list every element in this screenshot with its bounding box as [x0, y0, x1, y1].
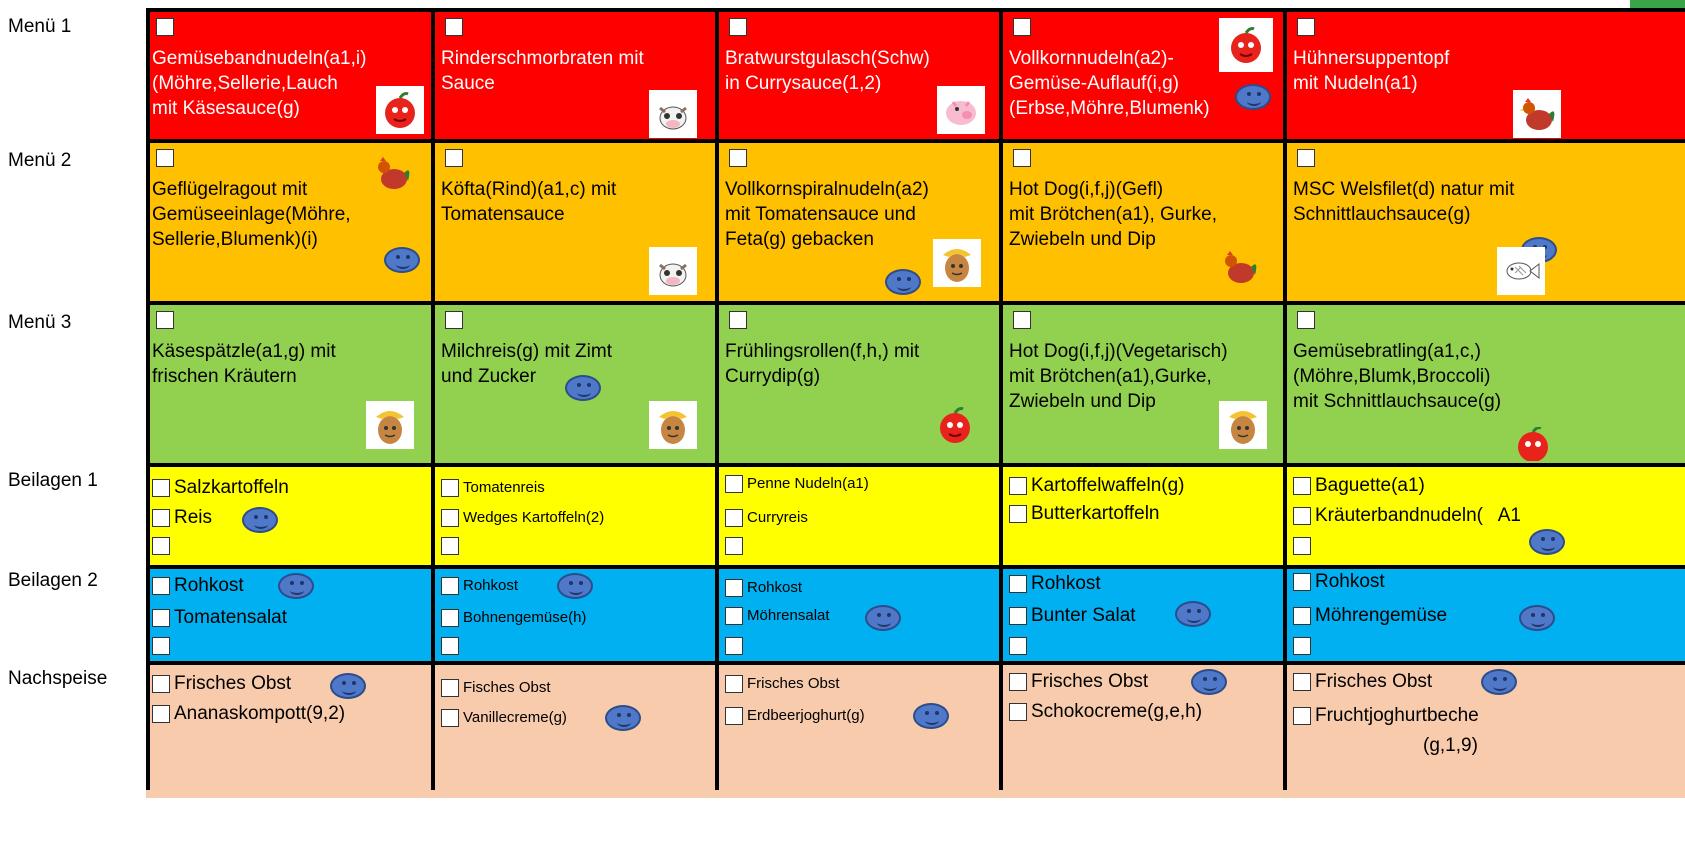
meal-text: Rinderschmorbraten mit Sauce [441, 48, 644, 94]
nachspeise-cell-5 [1287, 665, 1577, 798]
beilagen2-row [146, 569, 1685, 665]
smiley-icon [384, 247, 420, 273]
side-label: Frisches Obst [1031, 671, 1149, 692]
select-checkbox[interactable] [441, 479, 459, 497]
smiley-icon [1481, 669, 1517, 695]
side-label: Baguette(a1) [1315, 475, 1425, 496]
grid-line [1283, 8, 1287, 790]
side-label: Tomatensalat [174, 607, 288, 628]
beilagen1-row [146, 467, 1685, 569]
side-option[interactable] [1293, 537, 1315, 555]
side-label: Penne Nudeln(a1) [747, 475, 869, 492]
apple-icon [931, 401, 979, 449]
side-label: Vanillecreme(g) [463, 709, 567, 726]
select-checkbox[interactable] [1297, 18, 1315, 36]
select-checkbox[interactable] [725, 607, 743, 625]
side-option[interactable] [441, 507, 604, 529]
select-checkbox[interactable] [152, 705, 170, 723]
side-option[interactable] [441, 575, 518, 597]
side-label: Salzkartoffeln [174, 477, 289, 498]
select-checkbox[interactable] [1013, 311, 1031, 329]
select-checkbox[interactable] [1009, 637, 1027, 655]
side-label: Frisches Obst [1315, 671, 1433, 692]
select-checkbox[interactable] [152, 479, 170, 497]
select-checkbox[interactable] [441, 577, 459, 595]
grid-line [431, 8, 435, 790]
side-label: Bunter Salat [1031, 605, 1136, 626]
select-checkbox[interactable] [441, 509, 459, 527]
select-checkbox[interactable] [1293, 507, 1311, 525]
side-label: Frisches Obst [174, 673, 292, 694]
side-label: Kräuterbandnudeln( A1 [1315, 505, 1521, 526]
select-checkbox[interactable] [1009, 703, 1027, 721]
smiley-icon [330, 673, 366, 699]
menu2-cell-5 [1287, 143, 1577, 301]
menu3-cell-4 [1003, 305, 1283, 463]
select-checkbox[interactable] [725, 707, 743, 725]
meal-text: Gemüsebratling(a1,c,) (Möhre,Blumk,Broccoli) mit Schnittlauchsauce(g) [1293, 341, 1502, 412]
menu1-cell-4 [1003, 12, 1283, 139]
select-checkbox[interactable] [1293, 707, 1311, 725]
side-label: Fisches Obst [463, 679, 551, 696]
select-checkbox[interactable] [1293, 537, 1311, 555]
select-checkbox[interactable] [1009, 505, 1027, 523]
select-checkbox[interactable] [441, 679, 459, 697]
nachspeise-row [146, 665, 1685, 798]
nachspeise-cell-2 [435, 665, 715, 798]
side-option[interactable] [1009, 701, 1202, 723]
select-checkbox[interactable] [729, 18, 747, 36]
corner-accent [1630, 0, 1685, 8]
side-option[interactable] [725, 507, 808, 529]
side-option[interactable] [1293, 475, 1425, 497]
side-label: Frisches Obst [747, 675, 840, 692]
select-checkbox[interactable] [725, 637, 743, 655]
menu1-cell-5 [1287, 12, 1577, 139]
select-checkbox[interactable] [1293, 477, 1311, 495]
select-checkbox[interactable] [445, 149, 463, 167]
grid-line [999, 8, 1003, 790]
select-checkbox[interactable] [1013, 149, 1031, 167]
side-option[interactable] [1293, 671, 1432, 693]
meal-text: Köfta(Rind)(a1,c) mit Tomatensauce [441, 179, 617, 225]
cow-icon [649, 90, 697, 138]
smiley-icon [605, 705, 641, 731]
select-checkbox[interactable] [152, 509, 170, 527]
nachspeise-cell-4 [1003, 665, 1283, 798]
smiley-icon [1529, 529, 1565, 555]
menu-grid [146, 8, 1685, 790]
beilagen2-cell-1 [146, 569, 431, 661]
pig-icon [937, 86, 985, 134]
beilagen2-cell-2 [435, 569, 715, 661]
side-option[interactable] [152, 607, 287, 629]
meal-text: Vollkornspiralnudeln(a2) mit Tomatensauce und Feta(g) gebacken [725, 179, 929, 250]
select-checkbox[interactable] [152, 537, 170, 555]
grid-line [146, 8, 150, 790]
beilagen2-cell-3 [719, 569, 999, 661]
meal-text: Vollkornnudeln(a2)- Gemüse-Auflauf(i,g) (Erbse,Möhre,Blumenk) [1009, 48, 1210, 119]
menu2-cell-2 [435, 143, 715, 301]
rooster-icon [1215, 243, 1263, 291]
side-option[interactable] [441, 707, 567, 729]
side-label: Bohnengemüse(h) [463, 609, 587, 626]
row-label-menu3: Menü 3 [8, 312, 72, 333]
select-checkbox[interactable] [1293, 573, 1311, 591]
menu3-cell-3 [719, 305, 999, 463]
menu2-cell-1 [146, 143, 431, 301]
select-checkbox[interactable] [1297, 149, 1315, 167]
select-checkbox[interactable] [725, 579, 743, 597]
rooster-icon [1513, 90, 1561, 138]
select-checkbox[interactable] [445, 311, 463, 329]
select-checkbox[interactable] [1293, 607, 1311, 625]
row-label-beilagen1: Beilagen 1 [8, 470, 98, 491]
side-label: Erdbeerjoghurt(g) [747, 707, 865, 724]
side-option[interactable] [1293, 605, 1447, 627]
side-label: Tomatenreis [463, 479, 545, 496]
meal-text: Hot Dog(i,f,j)(Gefl) mit Brötchen(a1), Gurke, Zwiebeln und Dip [1009, 179, 1218, 250]
side-option[interactable] [1293, 705, 1479, 727]
smiley-icon [913, 703, 949, 729]
row-label-nachspeise: Nachspeise [8, 668, 108, 689]
beilagen1-cell-5 [1287, 467, 1577, 565]
meal-text: Geflügelragout mit Gemüseeinlage(Möhre, Sellerie,Blumenk)(i) [152, 179, 351, 250]
potato-icon [1219, 401, 1267, 449]
side-option[interactable] [152, 575, 244, 597]
select-checkbox[interactable] [1009, 477, 1027, 495]
select-checkbox[interactable] [152, 609, 170, 627]
side-label: Möhrensalat [747, 607, 830, 624]
side-option[interactable] [441, 677, 551, 699]
menu1-cell-1 [146, 12, 431, 139]
side-option[interactable] [441, 607, 586, 629]
smiley-icon [242, 507, 278, 533]
side-label: Kartoffelwaffeln(g) [1031, 475, 1185, 496]
apple-icon [1219, 18, 1273, 72]
select-checkbox[interactable] [1009, 673, 1027, 691]
select-checkbox[interactable] [725, 537, 743, 555]
side-note: (g,1,9) [1423, 735, 1478, 756]
side-label: Rohkost [1315, 571, 1385, 592]
side-option[interactable] [1009, 475, 1185, 497]
select-checkbox[interactable] [156, 18, 174, 36]
side-option[interactable] [1009, 503, 1160, 525]
side-option[interactable] [1009, 605, 1136, 627]
row-label-beilagen2: Beilagen 2 [8, 570, 98, 591]
menu2-row [146, 143, 1685, 305]
select-checkbox[interactable] [725, 509, 743, 527]
menu1-cell-3 [719, 12, 999, 139]
cow-icon [649, 247, 697, 295]
select-checkbox[interactable] [725, 675, 743, 693]
side-option[interactable] [725, 637, 747, 655]
side-option[interactable] [441, 477, 545, 499]
side-option[interactable] [152, 477, 289, 499]
menu1-cell-2 [435, 12, 715, 139]
meal-text: Hühnersuppentopf mit Nudeln(a1) [1293, 48, 1450, 94]
select-checkbox[interactable] [441, 637, 459, 655]
side-label: Rohkost [463, 577, 519, 594]
select-checkbox[interactable] [729, 149, 747, 167]
side-label: Rohkost [1031, 573, 1101, 594]
nachspeise-cell-3 [719, 665, 999, 798]
side-label: Wedges Kartoffeln(2) [463, 509, 605, 526]
apple-icon [376, 86, 424, 134]
smiley-icon [1175, 601, 1211, 627]
potato-icon [649, 401, 697, 449]
apple-icon [1509, 427, 1557, 461]
meal-text: Frühlingsrollen(f,h,) mit Currydip(g) [725, 341, 920, 387]
side-option[interactable] [152, 507, 212, 529]
menu2-cell-4 [1003, 143, 1283, 301]
select-checkbox[interactable] [1293, 637, 1311, 655]
meal-text: Milchreis(g) mit Zimt und Zucker [441, 341, 612, 387]
side-option[interactable] [152, 703, 345, 725]
select-checkbox[interactable] [1297, 311, 1315, 329]
select-checkbox[interactable] [156, 311, 174, 329]
select-checkbox[interactable] [1293, 673, 1311, 691]
side-option[interactable] [725, 673, 840, 695]
side-option[interactable] [725, 577, 802, 599]
side-label: Ananaskompott(9,2) [174, 703, 346, 724]
side-option[interactable] [1293, 637, 1315, 655]
beilagen1-cell-3 [719, 467, 999, 565]
select-checkbox[interactable] [1009, 607, 1027, 625]
side-option[interactable] [725, 473, 869, 495]
side-option[interactable] [1009, 637, 1031, 655]
beilagen1-cell-2 [435, 467, 715, 565]
select-checkbox[interactable] [729, 311, 747, 329]
select-checkbox[interactable] [152, 577, 170, 595]
smiley-icon [278, 573, 314, 599]
select-checkbox[interactable] [441, 709, 459, 727]
side-option[interactable] [441, 537, 463, 555]
side-label: Rohkost [174, 575, 244, 596]
menu3-cell-2 [435, 305, 715, 463]
rooster-icon [368, 149, 416, 197]
smiley-icon [865, 605, 901, 631]
menu3-cell-5 [1287, 305, 1577, 463]
beilagen2-cell-4 [1003, 569, 1283, 661]
meal-text: Hot Dog(i,f,j)(Vegetarisch) mit Brötchen(a1),Gurke, Zwiebeln und Dip [1009, 341, 1228, 412]
select-checkbox[interactable] [441, 609, 459, 627]
side-option[interactable] [152, 673, 291, 695]
select-checkbox[interactable] [725, 475, 743, 493]
row-label-menu1: Menü 1 [8, 16, 72, 37]
meal-text: Käsespätzle(a1,g) mit frischen Kräutern [152, 341, 336, 387]
smiley-icon [1519, 605, 1555, 631]
side-option[interactable] [725, 705, 865, 727]
side-option[interactable] [152, 637, 174, 655]
fish-icon [1497, 247, 1545, 295]
potato-icon [366, 401, 414, 449]
select-checkbox[interactable] [445, 18, 463, 36]
side-label: Rohkost [747, 579, 803, 596]
grid-line [715, 8, 719, 790]
side-label: Fruchtjoghurtbeche [1315, 705, 1479, 726]
smiley-icon [565, 375, 601, 401]
meal-text: Gemüsebandnudeln(a1,i) (Möhre,Sellerie,Lauch mit Käsesauce(g) [152, 48, 367, 119]
menu3-row [146, 305, 1685, 467]
side-option[interactable] [1009, 671, 1148, 693]
side-label: Butterkartoffeln [1031, 503, 1160, 524]
side-option[interactable] [441, 637, 463, 655]
beilagen1-cell-1 [146, 467, 431, 565]
select-checkbox[interactable] [441, 537, 459, 555]
select-checkbox[interactable] [152, 637, 170, 655]
smiley-icon [1191, 669, 1227, 695]
side-option[interactable] [1293, 505, 1521, 527]
side-label: Reis [174, 507, 213, 528]
menu2-cell-3 [719, 143, 999, 301]
side-label: Schokocreme(g,e,h) [1031, 701, 1203, 722]
row-label-menu2: Menü 2 [8, 150, 72, 171]
select-checkbox[interactable] [156, 149, 174, 167]
meal-text: Bratwurstgulasch(Schw) in Currysauce(1,2) [725, 48, 930, 94]
beilagen1-cell-4 [1003, 467, 1283, 565]
menu3-cell-1 [146, 305, 431, 463]
select-checkbox[interactable] [1013, 18, 1031, 36]
side-label: Möhrengemüse [1315, 605, 1448, 626]
side-option[interactable] [725, 537, 747, 555]
nachspeise-cell-1 [146, 665, 431, 798]
smiley-icon [1235, 84, 1271, 110]
menu1-row [146, 8, 1685, 143]
side-option[interactable] [1293, 571, 1385, 593]
select-checkbox[interactable] [152, 675, 170, 693]
select-checkbox[interactable] [1009, 575, 1027, 593]
side-option[interactable] [725, 605, 830, 627]
potato-icon [933, 239, 981, 287]
side-label: Curryreis [747, 509, 808, 526]
meal-text: MSC Welsfilet(d) natur mit Schnittlauchsauce(g) [1293, 179, 1515, 225]
side-option[interactable] [152, 537, 174, 555]
side-option[interactable] [1009, 573, 1101, 595]
smiley-icon [885, 269, 921, 295]
beilagen2-cell-5 [1287, 569, 1577, 661]
smiley-icon [557, 573, 593, 599]
